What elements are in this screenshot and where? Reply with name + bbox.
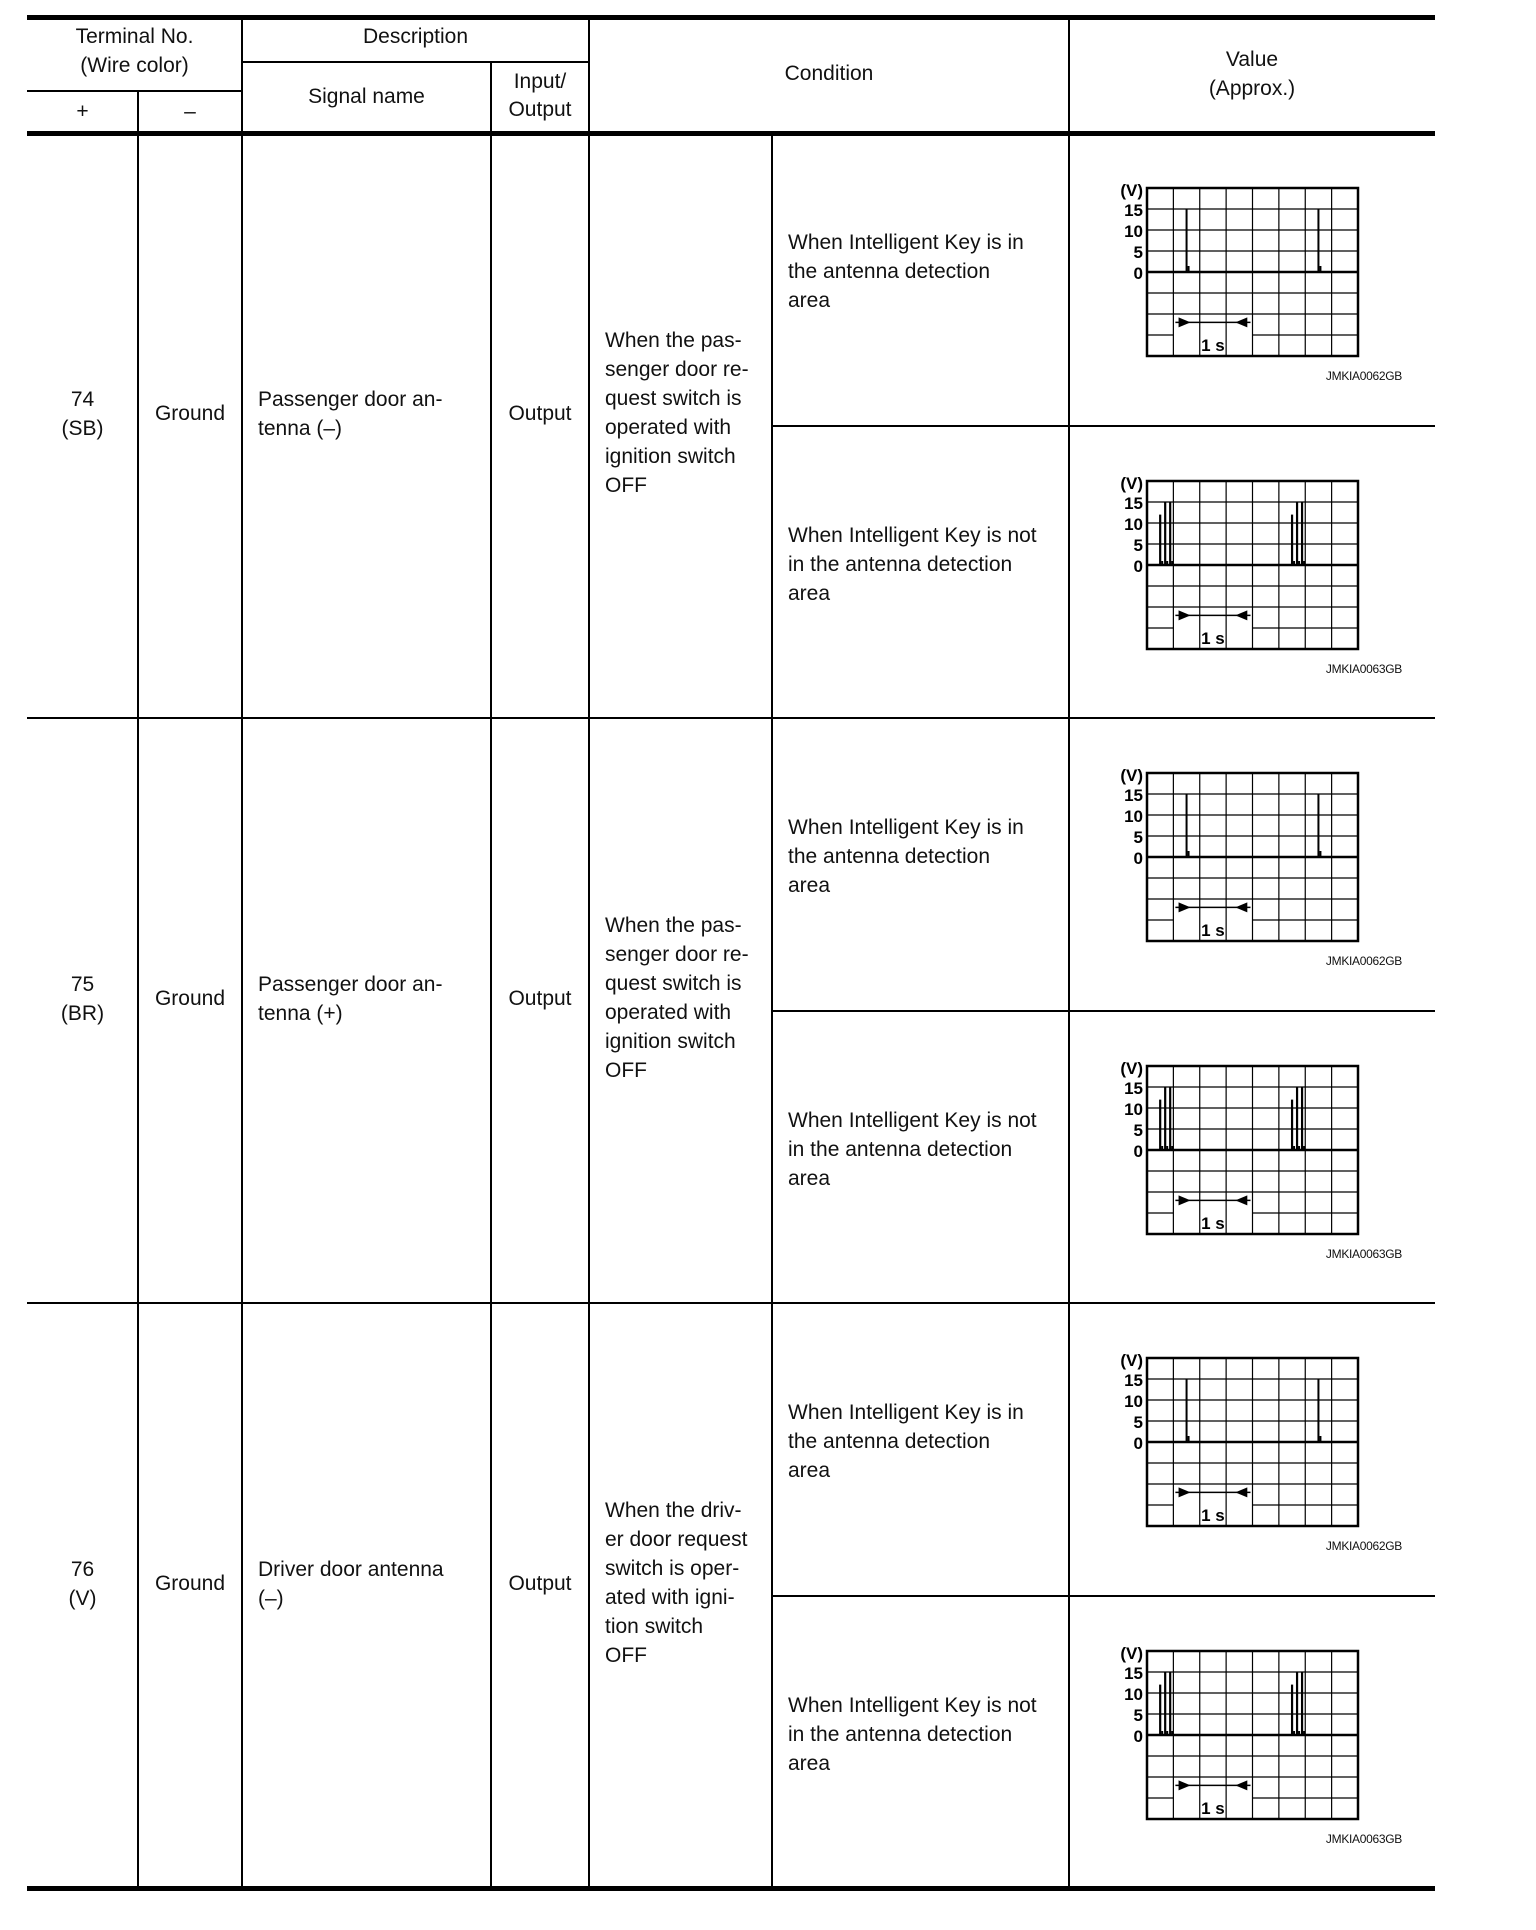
y-tick-label: 5 xyxy=(1133,1413,1143,1432)
time-scale-label: 1 s xyxy=(1201,920,1225,940)
header-condition: Condition xyxy=(784,62,874,85)
y-axis-unit-label: (V) xyxy=(1120,1351,1143,1370)
input-output: Output xyxy=(508,1571,572,1595)
time-scale-label: 1 s xyxy=(1201,1505,1225,1525)
time-arrow-right xyxy=(1179,317,1191,327)
sub-condition: in the antenna detection xyxy=(788,1723,1013,1746)
sub-row-divider xyxy=(772,1595,1435,1597)
y-tick-label: 15 xyxy=(1124,494,1143,513)
y-tick-label: 15 xyxy=(1124,1079,1143,1098)
sub-condition: in the antenna detection xyxy=(788,553,1013,576)
time-arrow-left xyxy=(1235,1780,1247,1790)
sub-condition: area xyxy=(788,582,831,605)
row-divider xyxy=(27,1302,1435,1304)
y-tick-label: 0 xyxy=(1133,1727,1143,1746)
sub-condition: When Intelligent Key is not xyxy=(788,1694,1037,1717)
sub-condition: area xyxy=(788,1752,831,1775)
column-divider xyxy=(241,17,243,1888)
waveform-chart xyxy=(1107,1046,1407,1276)
time-arrow-left xyxy=(1235,610,1247,620)
sub-condition: area xyxy=(788,1167,831,1190)
y-tick-label: 0 xyxy=(1133,1142,1143,1161)
row-divider xyxy=(27,717,1435,719)
terminal-number: 75 xyxy=(70,972,95,996)
main-condition: OFF xyxy=(605,1643,647,1667)
sub-condition: When Intelligent Key is not xyxy=(788,1109,1037,1132)
description-divider xyxy=(242,61,589,63)
sub-condition: When Intelligent Key is not xyxy=(788,524,1037,547)
header-wire-color: (Wire color) xyxy=(80,54,189,77)
table-top-border xyxy=(27,15,1435,20)
waveform-svg xyxy=(1107,1338,1407,1568)
main-condition: switch is oper- xyxy=(605,1556,740,1580)
signal-name: (–) xyxy=(258,1586,284,1610)
header-value: (Approx.) xyxy=(1208,77,1296,100)
column-divider xyxy=(588,17,590,1888)
input-output: Output xyxy=(508,986,572,1010)
header-terminal-no: Terminal No. xyxy=(75,25,194,48)
waveform-svg xyxy=(1107,168,1407,398)
input-output: Output xyxy=(508,401,572,425)
wire-color: (BR) xyxy=(60,1001,105,1025)
y-tick-label: 15 xyxy=(1124,786,1143,805)
sub-condition: the antenna detection xyxy=(788,845,991,868)
main-condition: operated with xyxy=(605,415,732,439)
time-arrow-right xyxy=(1179,1487,1191,1497)
sub-condition: the antenna detection xyxy=(788,1430,991,1453)
y-axis-unit-label: (V) xyxy=(1120,1644,1143,1663)
main-condition: OFF xyxy=(605,473,647,497)
time-arrow-left xyxy=(1235,1487,1247,1497)
waveform-chart xyxy=(1107,461,1407,691)
terminal-number: 76 xyxy=(70,1557,95,1581)
y-tick-label: 5 xyxy=(1133,1706,1143,1725)
y-axis-unit-label: (V) xyxy=(1120,474,1143,493)
main-condition: When the driv- xyxy=(605,1498,742,1522)
sub-condition: area xyxy=(788,874,831,897)
sub-condition: area xyxy=(788,289,831,312)
signal-name: tenna (–) xyxy=(258,416,343,440)
figure-id: JMKIA0062GB xyxy=(1325,369,1402,383)
sub-condition: When Intelligent Key is in xyxy=(788,1401,1024,1424)
y-tick-label: 10 xyxy=(1124,1685,1143,1704)
figure-id: JMKIA0063GB xyxy=(1325,1247,1402,1261)
y-tick-label: 10 xyxy=(1124,1392,1143,1411)
ground-terminal: Ground xyxy=(154,986,226,1010)
time-arrow-right xyxy=(1179,610,1191,620)
column-divider xyxy=(490,62,492,1888)
y-tick-label: 10 xyxy=(1124,222,1143,241)
waveform-chart xyxy=(1107,753,1407,983)
figure-id: JMKIA0063GB xyxy=(1325,1832,1402,1846)
header-plus: + xyxy=(76,100,89,123)
sub-row-divider xyxy=(772,425,1435,427)
main-condition: senger door re- xyxy=(605,942,749,966)
main-condition: senger door re- xyxy=(605,357,749,381)
y-tick-label: 5 xyxy=(1133,243,1143,262)
terminal-number: 74 xyxy=(70,387,95,411)
main-condition: operated with xyxy=(605,1000,732,1024)
main-condition: ated with igni- xyxy=(605,1585,735,1609)
column-divider xyxy=(1068,17,1070,1888)
waveform-chart xyxy=(1107,168,1407,398)
header-input-output: Output xyxy=(508,98,572,121)
header-description: Description xyxy=(362,25,469,48)
y-tick-label: 0 xyxy=(1133,1434,1143,1453)
signal-name: Driver door antenna xyxy=(258,1557,444,1581)
header-signal-name: Signal name xyxy=(308,85,425,108)
y-axis-unit-label: (V) xyxy=(1120,1059,1143,1078)
header-minus: – xyxy=(184,100,196,123)
signal-name: tenna (+) xyxy=(258,1001,343,1025)
signal-name: Passenger door an- xyxy=(258,387,443,411)
sub-row-divider xyxy=(772,1010,1435,1012)
main-condition: ignition switch xyxy=(605,1029,736,1053)
y-tick-label: 10 xyxy=(1124,515,1143,534)
main-condition: er door request xyxy=(605,1527,748,1551)
main-condition: tion switch xyxy=(605,1614,704,1638)
table-bottom-border xyxy=(27,1886,1435,1891)
sub-condition: the antenna detection xyxy=(788,260,991,283)
sub-condition: area xyxy=(788,1459,831,1482)
ground-terminal: Ground xyxy=(154,401,226,425)
time-scale-label: 1 s xyxy=(1201,628,1225,648)
time-scale-label: 1 s xyxy=(1201,335,1225,355)
figure-id: JMKIA0062GB xyxy=(1325,954,1402,968)
y-tick-label: 0 xyxy=(1133,557,1143,576)
waveform-chart xyxy=(1107,1338,1407,1568)
time-arrow-right xyxy=(1179,1195,1191,1205)
y-tick-label: 15 xyxy=(1124,1664,1143,1683)
sub-condition: in the antenna detection xyxy=(788,1138,1013,1161)
time-arrow-right xyxy=(1179,902,1191,912)
waveform-chart xyxy=(1107,1631,1407,1861)
wire-color: (V) xyxy=(68,1586,97,1610)
waveform-svg xyxy=(1107,753,1407,983)
signal-name: Passenger door an- xyxy=(258,972,443,996)
y-tick-label: 5 xyxy=(1133,1121,1143,1140)
figure-id: JMKIA0063GB xyxy=(1325,662,1402,676)
main-condition: OFF xyxy=(605,1058,647,1082)
time-scale-label: 1 s xyxy=(1201,1213,1225,1233)
main-condition: When the pas- xyxy=(605,913,742,937)
y-tick-label: 0 xyxy=(1133,849,1143,868)
y-tick-label: 10 xyxy=(1124,807,1143,826)
main-condition: ignition switch xyxy=(605,444,736,468)
main-condition: quest switch is xyxy=(605,386,742,410)
wire-color: (SB) xyxy=(61,416,104,440)
waveform-svg xyxy=(1107,1631,1407,1861)
header-input-output: Input/ xyxy=(513,70,567,93)
waveform-svg xyxy=(1107,461,1407,691)
header-value: Value xyxy=(1225,48,1279,71)
y-axis-unit-label: (V) xyxy=(1120,181,1143,200)
y-axis-unit-label: (V) xyxy=(1120,766,1143,785)
main-condition: When the pas- xyxy=(605,328,742,352)
main-condition: quest switch is xyxy=(605,971,742,995)
terminal-divider xyxy=(27,90,242,92)
time-arrow-right xyxy=(1179,1780,1191,1790)
y-tick-label: 15 xyxy=(1124,1371,1143,1390)
figure-id: JMKIA0062GB xyxy=(1325,1539,1402,1553)
y-tick-label: 10 xyxy=(1124,1100,1143,1119)
time-scale-label: 1 s xyxy=(1201,1798,1225,1818)
time-arrow-left xyxy=(1235,1195,1247,1205)
sub-condition: When Intelligent Key is in xyxy=(788,816,1024,839)
time-arrow-left xyxy=(1235,902,1247,912)
y-tick-label: 5 xyxy=(1133,828,1143,847)
sub-condition: When Intelligent Key is in xyxy=(788,231,1024,254)
waveform-svg xyxy=(1107,1046,1407,1276)
y-tick-label: 15 xyxy=(1124,201,1143,220)
time-arrow-left xyxy=(1235,317,1247,327)
ground-terminal: Ground xyxy=(154,1571,226,1595)
y-tick-label: 5 xyxy=(1133,536,1143,555)
y-tick-label: 0 xyxy=(1133,264,1143,283)
header-bottom-border xyxy=(27,131,1435,136)
